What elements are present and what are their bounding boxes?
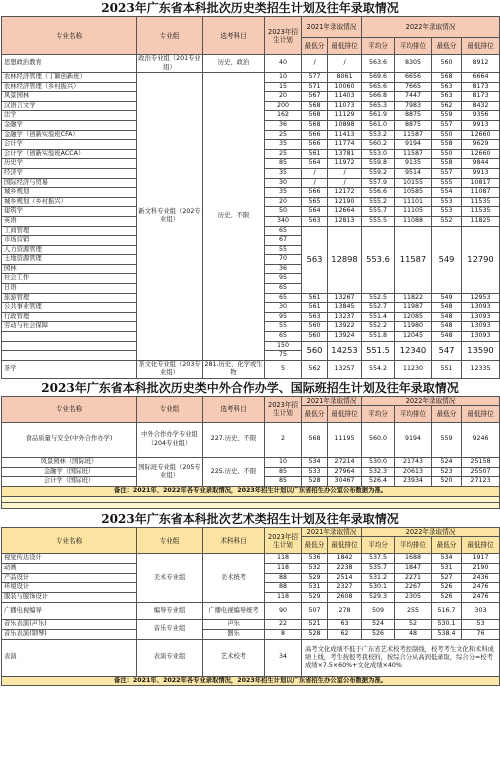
table-row: 65 560 13924 551.8 12045 548 13093 bbox=[2, 332, 500, 342]
table-row: 英语 340 563 12813 555.5 11088 552 11825 bbox=[2, 216, 500, 226]
t2-col-min-2022: 最低分 bbox=[432, 405, 462, 422]
table-row: 食品质量与安全(中外合作办学) 中外合作办学专业组（204专业组） 227.历史、不限 2 568 11195 560.0 9194 559 9246 bbox=[2, 422, 500, 457]
table-row: 公共事业管理 30 561 13845 552.7 11987 548 13093 bbox=[2, 303, 500, 313]
col-2021: 2021年录取情况 bbox=[302, 17, 362, 38]
t3-col-subject: 术科科目 bbox=[203, 528, 265, 554]
col-2022: 2022年录取情况 bbox=[362, 17, 500, 38]
t2-col-2021: 2021年录取情况 bbox=[302, 396, 362, 405]
t3-col-avg-2022: 平均分 bbox=[362, 537, 395, 554]
t2-col-avg-2022: 平均分 bbox=[362, 405, 395, 422]
t3-col-plan: 2023年招生计划 bbox=[265, 528, 302, 554]
spacer bbox=[2, 503, 500, 509]
table-row: 金融学（创新实验班CFA） 25 566 11413 553.2 11587 550 12660 bbox=[2, 130, 500, 140]
col-plan: 2023年招生计划 bbox=[265, 17, 302, 55]
table-row: 广播电视编导 编导专业组 广播电视编导统考 90 507 278 509 255 516.7 303 bbox=[2, 602, 500, 619]
table-row: 日语 65 bbox=[2, 284, 500, 294]
t3-col-2021: 2021年录取情况 bbox=[302, 528, 362, 537]
t3-col-minrank-2022: 最低排位 bbox=[462, 537, 500, 554]
art-admission-table bbox=[1, 527, 500, 686]
t2-col-2022: 2022年录取情况 bbox=[362, 396, 500, 405]
table-row: 视觉传达设计 美术专业组 美术统考 118 536 1842 537.5 1688 534 1917 bbox=[2, 554, 500, 564]
table-row: 人力资源管理 55 bbox=[2, 245, 500, 255]
table-row: 表演 表演专业组 艺术校考 34 高考文化成绩不低于广东省艺术校考控制线，校考考生文化和术科成绩上线，考生按报考我校的，按综合分从高到低录取，综合分=校考成绩×7.5×60%+文化成绩×40% bbox=[2, 639, 500, 676]
table-row: 75 bbox=[2, 351, 500, 361]
table-row: 历史学 85 564 11972 559.8 9135 558 9844 bbox=[2, 159, 500, 169]
t3-col-2022: 2022年录取情况 bbox=[362, 528, 500, 537]
col-major: 专业名称 bbox=[2, 17, 137, 55]
table-row: 音乐表演(钢琴) 器乐 8 528 62 526 48 538.4 76 bbox=[2, 629, 500, 639]
t3-col-group: 专业组 bbox=[137, 528, 203, 554]
t3-col-min-2022: 最低分 bbox=[432, 537, 462, 554]
table-row: 汉语言文学 200 568 11073 565.3 7983 562 8432 bbox=[2, 101, 500, 111]
table-row: 会计学（国际班） 85 528 30467 526.4 23934 520 27123 bbox=[2, 477, 500, 487]
table-row: 金融学（国际班） 85 533 27964 532.3 20613 523 25507 bbox=[2, 467, 500, 477]
table-row: 服装与服饰设计 118 529 2608 529.3 2305 526 2476 bbox=[2, 593, 500, 603]
table2-title: 2023年广东省本科批次历史类中外合作办学、国际班招生计划及往年录取情况 bbox=[41, 380, 459, 395]
table-row: 工商管理 65 563 12898 553.6 11587 549 12790 bbox=[2, 226, 500, 236]
table-row: 音乐表演(声乐) 音乐专业组 声乐 22 521 63 524 52 530.1 53 bbox=[2, 619, 500, 629]
table-row: 150 560 14253 551.5 12340 547 13590 bbox=[2, 341, 500, 351]
col-subject: 选考科目 bbox=[203, 17, 265, 55]
coop-admission-table bbox=[1, 396, 500, 509]
table-row: 思想政治教育 政治专业组（201专业组） 历史、政治 40 / / 563.6 8305 560 8912 bbox=[2, 55, 500, 73]
col-group: 专业组 bbox=[137, 17, 203, 55]
col-minrank-2022: 最低排位 bbox=[462, 38, 500, 55]
table-row: 城乡规划 35 566 12172 556.6 10585 554 11087 bbox=[2, 188, 500, 198]
table-row: 茶学 茶文化专业组（203专业组） 281.历史、化学或生物 5 562 13257 554.2 11230 551 12335 bbox=[2, 360, 500, 378]
t3-col-major: 专业名称 bbox=[2, 528, 137, 554]
table-row: 旅游管理 65 561 13267 552.5 11822 549 12953 bbox=[2, 293, 500, 303]
table-row: 会计学 35 566 11774 560.2 9194 558 9629 bbox=[2, 140, 500, 150]
table-row: 产品设计 88 529 2514 531.2 2271 527 2436 bbox=[2, 573, 500, 583]
t2-col-avgrank-2022: 平均排位 bbox=[395, 405, 432, 422]
table1-title: 2023年广东省本科批次历史类招生计划及往年录取情况 bbox=[101, 1, 399, 15]
table-row: 土地资源管理 70 bbox=[2, 255, 500, 265]
table-row: 会计学（创新实验班ACCA） 25 561 13781 553.0 11587 550 12660 bbox=[2, 149, 500, 159]
table-row: 国际经济与贸易 30 / / 557.9 10155 555 10817 bbox=[2, 178, 500, 188]
t3-col-min-2021: 最低分 bbox=[302, 537, 328, 554]
t2-col-group: 专业组 bbox=[137, 396, 203, 422]
table3-note: 备注：2021年、2022年各专业录取情况，2023年招生计划以广东省招生办公室公布数据为准。 bbox=[2, 676, 500, 686]
table-row: 风景园林（国际班） 国际班专业组（205专业组） 225.历史、不限 10 534 27214 530.0 21743 524 25158 bbox=[2, 457, 500, 467]
table-row: 市场营销 67 bbox=[2, 236, 500, 246]
history-admission-table bbox=[1, 16, 500, 379]
table2-note: 备注：2021年、2022年各专业录取情况，2023年招生计划以广东省招生办公室公布数据为准。 bbox=[2, 487, 500, 497]
table-row: 园林 36 bbox=[2, 264, 500, 274]
table-row: 农林经济管理（乡村振兴） 15 571 10060 565.6 7665 563 8173 bbox=[2, 82, 500, 92]
table-row: 金融学 36 568 10898 561.0 8875 557 9913 bbox=[2, 120, 500, 130]
col-minrank-2021: 最低排位 bbox=[328, 38, 362, 55]
t2-col-major: 专业名称 bbox=[2, 396, 137, 422]
t3-col-avgrank-2022: 平均排位 bbox=[395, 537, 432, 554]
t3-col-minrank-2021: 最低排位 bbox=[328, 537, 362, 554]
t2-col-min-2021: 最低分 bbox=[302, 405, 328, 422]
table3-title: 2023年广东省本科批次艺术类招生计划及往年录取情况 bbox=[101, 512, 399, 526]
col-avgrank-2022: 平均排位 bbox=[395, 38, 432, 55]
table-row: 社会工作 95 bbox=[2, 274, 500, 284]
table-row: 环境设计 88 531 2327 530.1 2267 526 2476 bbox=[2, 583, 500, 593]
table-row: 劳动与社会保障 55 560 13922 552.2 11980 548 13093 bbox=[2, 322, 500, 332]
t2-col-minrank-2021: 最低排位 bbox=[328, 405, 362, 422]
table-row: 法学 162 568 11129 561.9 8875 559 9356 bbox=[2, 111, 500, 121]
t2-col-minrank-2022: 最低排位 bbox=[462, 405, 500, 422]
table-row: 建筑学 50 564 12664 555.7 11105 553 11535 bbox=[2, 207, 500, 217]
col-min-2021: 最低分 bbox=[302, 38, 328, 55]
col-avg-2022: 平均分 bbox=[362, 38, 395, 55]
table-row: 农林经济管理（丁颖创新班） 新文科专业组（202专业组） 历史、不限 10 577 8061 569.6 6656 568 6664 bbox=[2, 73, 500, 83]
t2-col-subject: 选考科目 bbox=[203, 396, 265, 422]
table-row: 行政管理 95 563 13237 551.4 12085 548 13093 bbox=[2, 312, 500, 322]
t2-col-plan: 2023年招生计划 bbox=[265, 396, 302, 422]
table-row: 城乡规划（乡村振兴） 20 565 12190 555.2 11101 553 11535 bbox=[2, 197, 500, 207]
table-row: 风景园林 20 567 11403 566.8 7447 563 8173 bbox=[2, 92, 500, 102]
table-row: 经济学 35 / / 559.2 9514 557 9913 bbox=[2, 168, 500, 178]
col-min-2022: 最低分 bbox=[432, 38, 462, 55]
table-row: 动画 118 532 2238 535.7 1847 531 2190 bbox=[2, 563, 500, 573]
